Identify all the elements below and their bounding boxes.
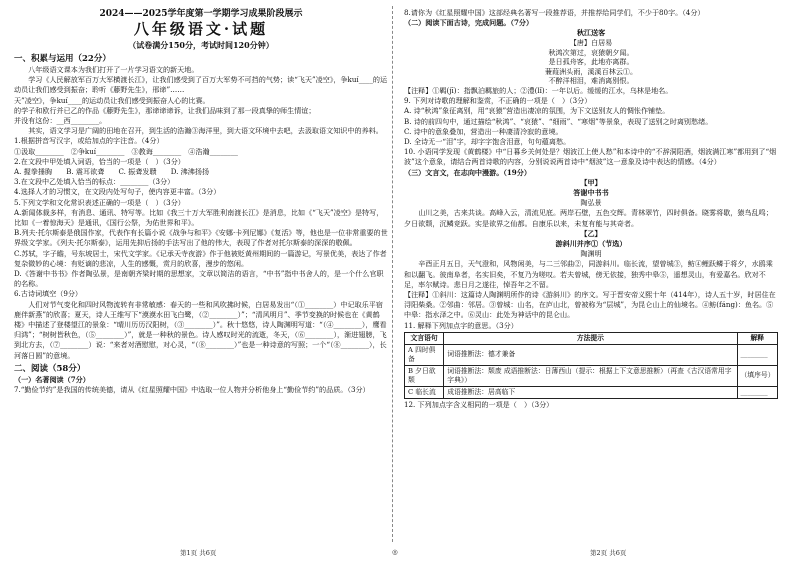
answer-table xyxy=(404,332,778,399)
left-line: 3.在文段中乙处填入恰当的标点：________（3分） xyxy=(14,177,175,187)
right-tail xyxy=(404,400,778,410)
passage1-title: 答谢中书书 xyxy=(573,188,609,197)
table-header-cell: 文言语句 xyxy=(405,332,444,344)
table-cell: C 临长流 xyxy=(405,386,444,398)
poem-author: 【唐】白居易 xyxy=(569,38,613,47)
poem-line: 不醉洋相泪，难消离别恨。 xyxy=(548,76,634,86)
left-line: 其实，语文学习是广阔的田地在召开，到生活的浩瀚③海洋里，到大语文环境中去吧，去汲取语文知识中的养料。 xyxy=(28,126,383,136)
poem-line: 蒹葭洲头雨，溪溪百林云①。 xyxy=(544,66,638,76)
table-cell: （填序号） xyxy=(737,365,777,386)
right-column xyxy=(404,8,778,410)
poem xyxy=(404,28,778,86)
table-header-row xyxy=(405,332,778,344)
left-line: 的学子和欧行并已乙的作品《藤野先生》，那谛谛谛诉，让我们品味到了那一段真挚的师生情谊； xyxy=(14,105,316,115)
left-line: 并没有这份：__西________。 xyxy=(14,116,107,126)
passage2-text: 辛酉正月五日，天气澄和，风物闲美，与二三邻曲②，同游斜川。临长流，望曾城③，鲂④鲤跃鳞于将夕，水鸥乘和以翻飞。彼南阜者，名实旧矣，不复乃为嗟叹。若夫曾城，傍无依接，独秀中皋⑤，遥想灵山，有爱嘉名。欣对不足，率尔赋诗。悲日月之遂往，悼吾年之不留。 xyxy=(404,259,773,289)
table-body xyxy=(405,344,778,398)
left-line: 人们对节气变化和四时风物流转有非常敏感：春天的一些和风吹拂时候，白居易发出“（①________）中记取乐平宿鹿伴新燕”的欣喜；夏天，诗人王维写下“漠漠水田飞白鹭，（②________）”；“清风明月”、季节变换的时候也在《黄鹤楼》中描述了登楼望江的景象：“晴川历历汉阳树，（③________）”。秋十悠悠，诗人陶渊明写道：“（④________），鹰看归鸿”；“树树皆秋色，（⑤________）”，就是一种秋的景色。诗人感叹时光的流逝，冬天，（⑥________），渐进翅膀，飞到北方去，（⑦________）说：“来者对酒慰慰，对心灵，“（⑧________）”也是一种诗意的写照；一个“（⑧________），长河落日圆”的意境。 xyxy=(14,299,387,360)
left-line: 4.选择人才的习惯文，在文段内处写句子，使内容更丰富。（3分） xyxy=(14,187,221,197)
right-mid-line: 【注释】①羁(jī)：指飘泊羁旅的人；②澧(lǐ)：一年以后。缓缓的江水，乌林是地名。 xyxy=(404,85,673,95)
table-cell: A 四时俱备 xyxy=(405,344,444,365)
right-mid-line: B. 诗的前四句中，通过描绘“秋鸿”、“哀猿”、“细雨”、“寒烟”等景象，表现了送别之时离别愁绪。 xyxy=(404,116,713,126)
poem-line: 秋鸿次第过，哀猿朝夕闻。 xyxy=(548,47,634,57)
right-mid-line: C. 诗中的意象叠加，营造出一种凄清冷寂的意境。 xyxy=(404,126,563,136)
right-tail-line: 12. 下列加点字含义相同的一项是（ ）（3分） xyxy=(404,399,554,409)
right-mid-line: 10. 小语同学发现《黄鹤楼》中“日暮乡关何处是？烟波江上使人愁”和本诗中的“不辞洞阳酒，烟波满江寒”都用到了“烟波”这个意象，请结合两首诗歌的内容，分别说说两首诗中“烟波”这一意象及诗中表达的情感。（4分） xyxy=(404,147,777,167)
passage2-author: 陶渊明 xyxy=(580,249,602,259)
right-mid-line: （三）文言文，在志向中漫游。（19分） xyxy=(404,167,531,177)
left-line: 八年级语文课本为我们打开了一片学习语文的新天地。 xyxy=(28,65,199,74)
left-line: 6.古诗词填空（9分） xyxy=(14,289,83,299)
left-line: 学习《人民解放军百万大军横渡长江》，让我们感受到了百万大军势不可挡的气势；读“飞天”凌空》，争kuí____的运动员让我们感受到振奋；聆听《藤野先生》，邢谛”…… xyxy=(14,75,388,95)
passage1-label: 【甲】 xyxy=(580,177,602,187)
right-top-line: 8.请你为《红星照耀中国》这部经典名著写一段推荐语，并推荐给同学们，不少于80字。（4分） xyxy=(404,8,705,17)
table-cell: ________ xyxy=(737,386,777,398)
page-divider xyxy=(392,6,393,542)
left-line: A. 握拳捶胸 B. 震耳欲聋 C. 振聋发聩 D. 沸沸扬扬 xyxy=(14,167,210,177)
right-bot-line: 【注释】①斜川：这篇诗人陶渊明所作的诗《游斜川》的序文。写于晋安帝义熙十年（414年），诗人五十岁，时居住在浔阳柴桑。②邻曲：邻居。③曾城：山名，在庐山北，曾被称为“层城”，为昆仑山上的仙境名。④鲂(fáng)：鱼名。⑤中皋：指水泽之中。⑥灵山：此处为神话中的昆仑山。 xyxy=(404,290,776,320)
passage2-label: 【乙】 xyxy=(580,228,602,238)
left-line: 1.根据拼音写汉字，或给加点的字注音。（4分） xyxy=(14,136,164,146)
right-mid xyxy=(404,86,778,178)
subject-title: 八年级语文·试题 xyxy=(133,20,269,38)
left-line: ①汲取________ ②争kuí________ ③教诲________ ④浩瀚________ xyxy=(14,146,238,156)
right-bot-line: 11. 解释下列加点字的意思。（3分） xyxy=(404,320,518,330)
term-title: 2024——2025学年度第一学期学习成果阶段展示 xyxy=(99,9,303,19)
right-top-line: （二）阅读下面古诗，完成问题。（7分） xyxy=(404,18,534,28)
right-bottom xyxy=(404,290,778,331)
left-line: B.列夫·托尔斯泰是俄国作家，代表作有长篇小说《战争与和平》《安娜·卡列尼娜》《复活》等，他也是一位非常重要的世界级文学家。《列夫·托尔斯泰》，运用先抑后扬的手法写出了他的伟大，表现了作者对托尔斯泰的深深的敬佩。 xyxy=(14,228,388,248)
left-line: 一、积累与运用（22分） xyxy=(14,54,111,64)
passage1-author: 陶弘景 xyxy=(580,198,602,208)
table-row xyxy=(405,365,778,386)
right-mid-line: A. 诗“秋鸿”象征离别，用“哀猿”营造出凄凉的氛围，为下文送别友人的惆怅作铺垫。 xyxy=(404,106,670,116)
right-mid-line: D. 全诗无一“泪”字，却字字饱含泪意，句句蕴离愁。 xyxy=(404,136,571,146)
poem-lines xyxy=(404,48,778,86)
left-column xyxy=(14,8,388,395)
left-line: 2.在文段中甲处填入词语，恰当的一项是（ ）（3分） xyxy=(14,156,185,166)
table-row xyxy=(405,386,778,398)
left-line: 二、阅读（58分） xyxy=(14,363,86,374)
table-header-cell: 方法提示 xyxy=(444,332,737,344)
left-line: 7.“勤俭节约”是我国的传统美德，请从《红星照耀中国》中选取一位人物并分析他身上“勤俭节约”的品质。（3分） xyxy=(14,385,370,395)
score-time: （试卷满分150分，考试时间120分钟） xyxy=(128,40,274,50)
passage2-title: 游斜川并序①（节选） xyxy=(555,239,627,249)
right-mid-line: 9. 下列对诗歌的理解和鉴赏，不正确的一项是（ ）（3分） xyxy=(404,96,592,106)
table-row xyxy=(405,344,778,365)
right-top xyxy=(404,8,778,28)
poem-title: 秋江送客 xyxy=(576,28,606,38)
passage1-text: 山川之美，古来共谈。高峰入云，清流见底。两岸石壁，五色交辉。青林翠竹，四时俱备。晓雾将歇，猿鸟乱鸣；夕日欲颓，沉鳞竞跃。实是欲界之仙都。自康乐以来，未复有能与其奇者。 xyxy=(404,208,773,228)
left-line: 天”凌空》，争kuí____的运动员让我们感受到振奋人心的比赛。 xyxy=(14,95,210,105)
footer-mid: ◎ xyxy=(392,548,398,556)
left-body xyxy=(14,53,388,395)
left-line: （一）名著阅读（7分） xyxy=(14,374,90,384)
left-line: A.新闻体裁多样，有消息、通讯、特写等。比如《我三十万大军胜利南渡长江》是消息，比如《“飞天”凌空》是特写，比如《一着惊海天》是通讯，《国行公祭，为佑世界和平》。 xyxy=(14,207,384,228)
footer-right: 第2页 共6页 xyxy=(590,549,627,557)
left-line: C.苏轼，字子瞻，号东坡居士，宋代文学家。《记承天寺夜游》作于他被贬黄州期间的一篇游记，写景优美，表达了作者复杂微妙的心境：有贬谪的悲凉，人生的感慨，赏月的欣喜，漫步的悠闲。 xyxy=(14,248,387,268)
footer-left: 第1页 共6页 xyxy=(180,549,217,557)
table-header-cell: 解释 xyxy=(737,332,777,344)
poem-line: 是日孤舟客，此地亦离群。 xyxy=(548,57,634,67)
table-cell: ________ xyxy=(737,344,777,365)
table-cell: 词语推断法：德才兼备 xyxy=(444,344,737,365)
left-line: D.《答谢中书书》作者陶弘景，是南朝齐梁时期的思想家，文章以简洁的语言，“中书”指中书舍人的，是一个什么官职的名称。 xyxy=(14,269,384,289)
left-line: 5.下列文学和文化常识表述正确的一项是（ ）（3分） xyxy=(14,197,185,207)
table-cell: 词语推断法：颓废 成语推断法：日薄西山（提示：根据上下文意思推断）（再查《古汉语常用字字典》） xyxy=(444,365,737,386)
table-cell: 成语推断法：居高临下 xyxy=(444,386,737,398)
table-cell: B 夕日欲颓 xyxy=(405,365,444,386)
